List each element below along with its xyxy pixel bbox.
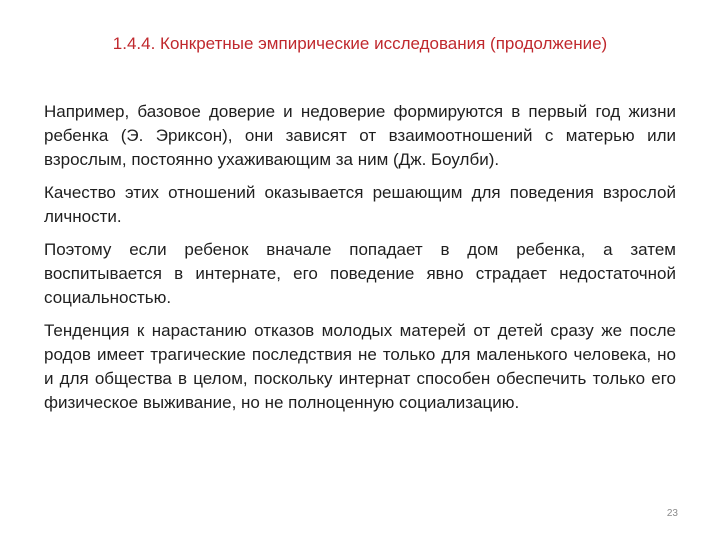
slide-title: 1.4.4. Конкретные эмпирические исследования (продолжение) [112, 34, 608, 53]
paragraph-1: Например, базовое доверие и недоверие формируются в первый год жизни ребенка (Э. Эриксон), они зависят от взаимоотношений с матерью или взрослым, постоянно ухаживающим за ним (Дж. Боулби). [44, 102, 676, 169]
paragraph-3: Поэтому если ребенок вначале попадает в дом ребенка, а затем воспитывается в интернате, его поведение явно страдает недостаточной социальностью. [44, 240, 676, 307]
slide-body [44, 100, 676, 424]
paragraph-2: Качество этих отношений оказывается решающим для поведения взрослой личности. [44, 183, 676, 226]
paragraph-4: Тенденция к нарастанию отказов молодых матерей от детей сразу же после родов имеет трагические последствия не только для маленького человека, но и для общества в целом, поскольку интернат способен обеспечить только его физическое выживание, но не полноценную социализацию. [44, 321, 676, 412]
page-number: 23 [666, 508, 678, 519]
